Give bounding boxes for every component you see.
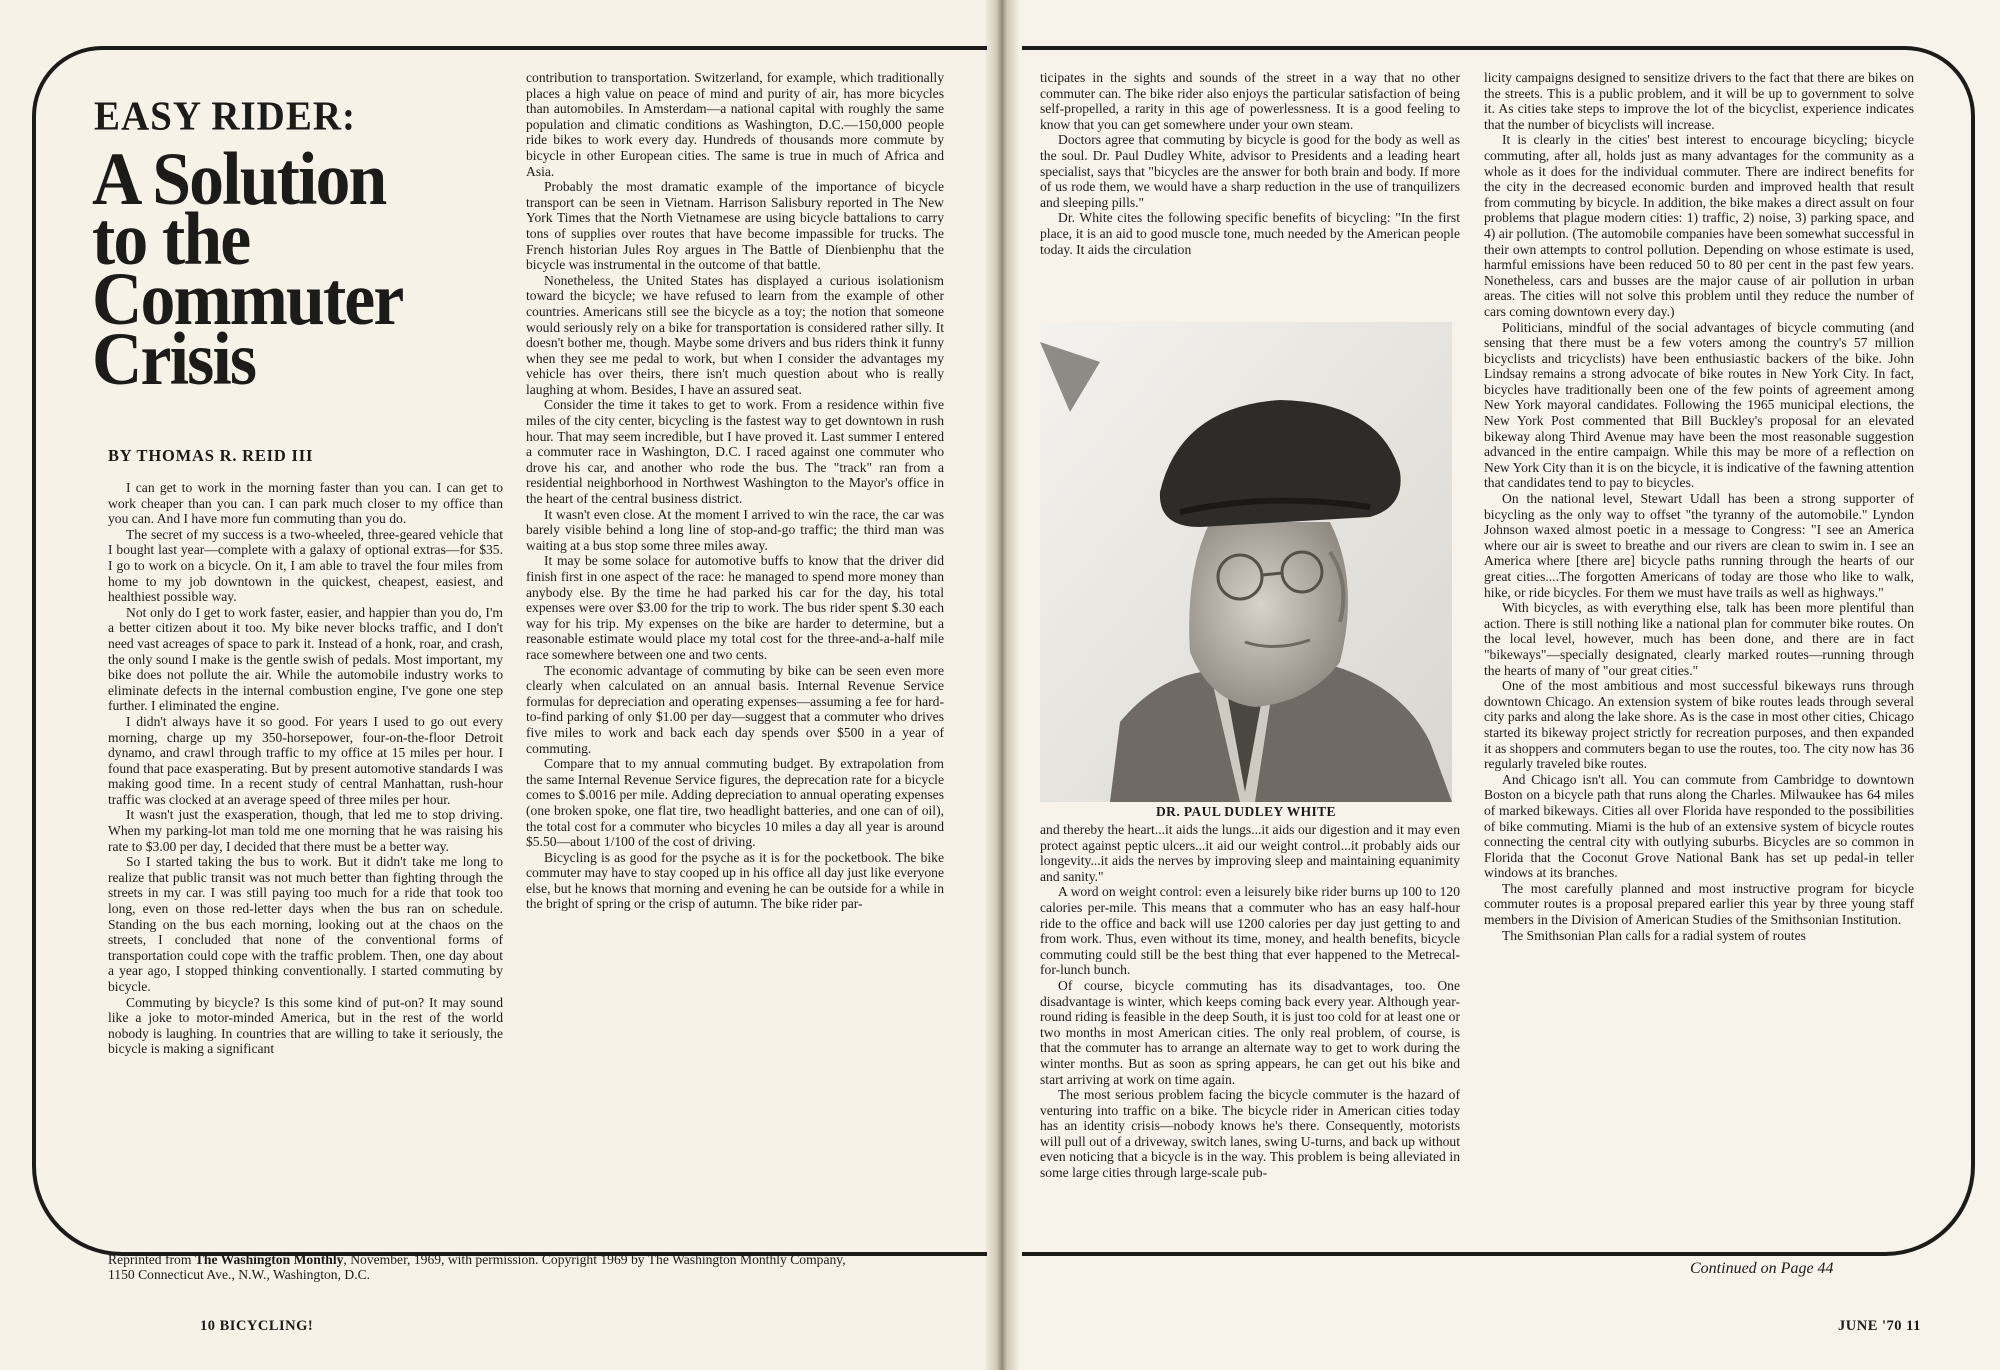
continued-notice: Continued on Page 44 [1690, 1260, 1834, 1277]
portrait-illustration [1040, 322, 1452, 802]
headline [92, 138, 464, 401]
reprint-source: The Washington Monthly [194, 1252, 344, 1267]
paragraph: ticipates in the sights and sounds of the street in a way that no other commuter can. The bike rider also enjoys the particular satisfaction of being self-propelled, a rarity in this age of powerlessness. It is a good feeling to know that you can get somewhere under your own steam. [1040, 70, 1460, 132]
paragraph: It wasn't just the exasperation, though, that led me to stop driving. When my parking-lot man told me one morning that he was raising his rate to $3.00 per day, I decided that there must be a better way. [108, 807, 503, 854]
article-column-3-bottom [1040, 822, 1460, 1254]
paragraph: Not only do I get to work faster, easier, and happier than you do, I'm a better citizen about it too. My bike never blocks traffic, and I don't need vast acreages of space to park it. Instead of a honk, roar, and crash, the only sound I make is the gentle swish of pedals. Most important, my bike does not pollute the air. While the automobile industry works to eliminate defects in the internal combustion engine, I've gone one step further. I eliminated the engine. [108, 604, 503, 714]
reprint-details: , November, 1969, with permission. Copyright 1969 by The Washington Monthly Company, 1150 Connecticut Ave., N.W., Washington, D.C. [108, 1252, 846, 1282]
page-folio-right: JUNE '70 11 [1838, 1318, 1921, 1334]
paragraph: Bicycling is as good for the psyche as it is for the pocketbook. The bike commuter may have to stay cooped up in his office all day just like everyone else, but he knows that morning and evening he can be outside for a while in the bright of spring or the crisp of autumn. The bike rider par- [526, 849, 944, 912]
headline-line: to the [92, 198, 250, 281]
paragraph: I can get to work in the morning faster than you can. I can get to work cheaper than you can. I can park much closer to my office than you can. And I have more fun commuting than you do. [108, 480, 503, 527]
byline: BY THOMAS R. REID III [108, 446, 314, 465]
photo-caption: DR. PAUL DUDLEY WHITE [1156, 804, 1336, 819]
paragraph: contribution to transportation. Switzerland, for example, which traditionally places a high value on peace of mind and purity of air, has more bicycles than automobiles. In Amsterdam—a national capital with roughly the same population and climatic conditions as Washington, D.C.—150,000 people ride bikes to work every day. Hundreds of thousands more commute by bicycle in other European cities. The same is true in much of Africa and Asia. [526, 70, 944, 179]
paragraph: The secret of my success is a two-wheeled, three-geared vehicle that I bought last year—complete with a galaxy of optional extras—for $35. I go to work on a bicycle. On it, I am able to travel the four miles from home to my job downtown in the quickest, cheapest, easiest, and healthiest possible way. [108, 526, 503, 605]
paragraph: Commuting by bicycle? Is this some kind of put-on? It may sound like a joke to motor-minded America, but in the rest of the world nobody is laughing. In countries that are willing to take it seriously, the bicycle is making a significant [108, 994, 503, 1057]
headline-line: Commuter [92, 258, 403, 341]
page-folio-left: 10 BICYCLING! [200, 1318, 314, 1334]
reprint-prefix: Reprinted from [108, 1252, 192, 1267]
headline-line: A Solution [92, 138, 386, 221]
paragraph: And Chicago isn't all. You can commute from Cambridge to downtown Boston on a bicycle path that runs along the Charles. Milwaukee has 64 miles of marked bikeways. Cities all over Florida have responded to the possibilities of bike commuting. Miami is the hub of an extensive system of bicycle routes connecting the central city with outlying suburbs. Bicycles are so common in Florida that the Coconut Grove National Bank has set up pedal-in teller windows at its branches. [1484, 771, 1914, 881]
paragraph: The most carefully planned and most instructive program for bicycle commuter routes is a proposal prepared earlier this year by three young staff members in the Division of American Studies of the Smithsonian Institution. [1484, 880, 1914, 928]
article-column-4 [1484, 70, 1914, 1270]
reprint-notice [108, 1252, 868, 1282]
paragraph: The Smithsonian Plan calls for a radial system of routes [1502, 927, 1806, 943]
article-column-2 [526, 70, 944, 1230]
paragraph: It wasn't even close. At the moment I arrived to win the race, the car was barely visible behind a long line of stop-and-go traffic; the third man was waiting at a bus stop some three miles away. [526, 506, 944, 553]
paragraph: On the national level, Stewart Udall has been a strong supporter of bicycling as the only way to offset "the tyranny of the automobile." Lyndon Johnson waxed almost poetic in a message to Congress: "I see an America where our air is sweet to breathe and our rivers are clean to swim in. I see an America where [there are] bicycle paths running through the hearts of our great cities....The forgotten Americans of today are those who like to walk, hike, or ride bicycles. For them we must have trails as well as highways." [1484, 491, 1914, 600]
paragraph: and thereby the heart...it aids the lungs...it aids our digestion and it may even protect against peptic ulcers...it aid our weight control...it probably aids our longevity...it aids the nerves by improving sleep and maintaining equanimity and sanity." [1040, 822, 1460, 884]
headline-line: Crisis [92, 318, 256, 401]
paragraph: Of course, bicycle commuting has its disadvantages, too. One disadvantage is winter, which keeps coming back every year. Although year-round riding is feasible in the deep South, it is just too cold for at least one or two months in most American cities. The only real problem, of course, is that the commuter has to arrange an alternate way to get to work during the winter months. But as soon as spring appears, he can get out his bike and start arriving at work on time again. [1040, 977, 1460, 1087]
paragraph: Probably the most dramatic example of the importance of bicycle transport can be seen in Vietnam. Harrison Salisbury reported in The New York Times that the North Vietnamese are using bicycle battalions to carry tons of supplies over routes that have become impassible for trucks. The French historian Jules Roy argues in The Battle of Dienbienphu that the bicycle was instrumental in the outcome of that battle. [526, 179, 944, 273]
paragraph: With bicycles, as with everything else, talk has been more plentiful than action. There is still nothing like a national plan for commuter bike routes. On the local level, however, much has been done, and there are in fact "bikeways"—specially designated, clearly marked routes—running through the hearts of many of "our great cities." [1484, 600, 1914, 678]
paragraph: Doctors agree that commuting by bicycle is good for the body as well as the soul. Dr. Paul Dudley White, advisor to Presidents and a leading heart specialist, says that "bicycles are the answer for both brain and body. If more of us rode them, we would have a sharp reduction in the use of tranquilizers and sleeping pills." [1040, 132, 1460, 210]
paragraph: Politicians, mindful of the social advantages of bicycle commuting (and sensing that there must be a few voters among the country's 57 million bicyclists and tricyclists) have been enthusiastic backers of the bike. John Lindsay remains a strong advocate of bike routes in New York City. In fact, bicycles have traditionally been one of the few points of agreement among New York mayoral candidates. Following the 1965 municipal elections, the New York Post commented that Bill Buckley's proposal for an elevated bikeway along Third Avenue may have been the most reasonable suggestion advanced in the entire campaign. While this may be more of a reflection on New York City than it is on the bicycle, it is indicative of the fawning attention that candidates tend to pay to bicycles. [1484, 319, 1914, 491]
paragraph: Dr. White cites the following specific benefits of bicycling: "In the first place, it is an aid to good muscle tone, much needed by the American people today. It aids the circulation [1040, 210, 1460, 257]
portrait-photo [1040, 322, 1452, 802]
paragraph: The economic advantage of commuting by bike can be seen even more clearly when calculated on an annual basis. Internal Revenue Service formulas for depreciation and operating expenses—assuming a fee for hard-to-find parking of only $1.00 per day—suggest that a commuter who drives five miles to work and back each day spends over $500 in a year of commuting. [526, 662, 944, 756]
kicker-title: EASY RIDER: [94, 93, 357, 140]
paragraph: One of the most ambitious and most successful bikeways runs through downtown Chicago. An extension system of bike routes leads through several city parks and along the lake shore. As is the case in most other cities, Chicago started its bikeway project strictly for recreation purposes, and then expanded it as shoppers and commuters began to use the routes, too. The city now has 36 regularly traveled bike routes. [1484, 678, 1914, 772]
paragraph: It may be some solace for automotive buffs to know that the driver did finish first in one aspect of the race: he managed to spend more money than anybody else. By the time he had parked his car for the day, his total expenses were over $3.00 for the trip to work. The bus rider spent $.30 each way for his trip. My expenses on the bike are harder to determine, but a reasonable estimate would place my total cost for the three-and-a-half mile race somewhere between one and two cents. [526, 553, 944, 662]
paragraph: licity campaigns designed to sensitize drivers to the fact that there are bikes on the streets. This is a public problem, and it will be up to government to solve it. As cities take steps to improve the lot of the bicyclist, experience indicates that the number of bicyclists will increase. [1484, 70, 1914, 132]
paragraph: Nonetheless, the United States has displayed a curious isolationism toward the bicycle; we have refused to learn from the example of other countries. Americans still see the bicycle as a toy; the notion that someone would seriously rely on a bike for transportation is considered rather silly. It doesn't bother me, though. Maybe some drivers and bus riders think it funny when they see me pedal to work, but when I consider the advantages my vehicle has over theirs, there isn't much question about who is really laughing at whom. Besides, I have an assured seat. [526, 272, 944, 397]
article-column-1 [108, 480, 503, 1232]
paragraph: It is clearly in the cities' best interest to encourage bicycling; bicycle commuting, after all, holds just as many advantages for the community as a whole as it does for the individual commuter. There are indirect benefits for the city in the decreased economic burden and improved health that result from commuting by bicycle. In addition, the bike makes a direct assult on four problems that plague modern cities: 1) traffic, 2) noise, 3) parking space, and 4) air pollution. (The automobile companies have been somewhat successful in their own attempts to control pollution. Depending on whose estimate is used, harmful emissions have been reduced 50 to 80 per cent in the past few years. Nonetheless, cars and busses are the major cause of air pollution in urban areas. The cities will not solve this problem until they reduce the number of cars coming downtown every day.) [1484, 132, 1914, 319]
article-column-3-top [1040, 70, 1460, 314]
paragraph: So I started taking the bus to work. But it didn't take me long to realize that public transit was not much better than fighting through the streets in my car. I was still paying too much for a ride that took too long, even on those red-letter days when the bus ran on schedule. Standing on the bus each morning, looking out at the chaos on the streets, I concluded that none of the conventional forms of transportation could cope with the traffic problem. Then, one day about a year ago, I stopped thinking conventionally. I started commuting by bicycle. [108, 854, 503, 994]
paragraph: Consider the time it takes to get to work. From a residence within five miles of the city center, bicycling is the fastest way to get downtown in rush hour. That may seem incredible, but I have proved it. Last summer I entered a commuter race in Washington, D.C. I raced against one commuter who drove his car, and another who rode the bus. The "track" ran from a residential neighborhood in Northwest Washington to the Mayor's office in the heart of the central business district. [526, 397, 944, 507]
paragraph: I didn't always have it so good. For years I used to go out every morning, charge up my 350-horsepower, four-on-the-floor Detroit dynamo, and crawl through traffic to my office at 15 miles per hour. I found that pace exasperating. But by present automotive standards I was making good time. In a recent study of central Manhattan, rush-hour traffic was clocked at an average speed of three miles per hour. [108, 713, 503, 807]
paragraph: The most serious problem facing the bicycle commuter is the hazard of venturing into traffic on a bike. The bicycle rider in American cities today has an identity crisis—nobody knows he's there. Consequently, motorists will pull out of a driveway, switch lanes, swing U-turns, and back up without even noticing that a bicycle is in the way. This problem is being alleviated in some large cities through large-scale pub- [1040, 1087, 1460, 1181]
paragraph: Compare that to my annual commuting budget. By extrapolation from the same Internal Revenue Service figures, the deprecation rate for a bicycle comes to $.0016 per mile. Adding depreciation to annual operating expenses (one broken spoke, one flat tire, two headlight batteries, and one can of oil), the total cost for a commuter who bicycles 10 miles a day all year is around $5.50—about 1/100 of the cost of driving. [526, 756, 944, 850]
page-gutter [985, 0, 1019, 1370]
paragraph: A word on weight control: even a leisurely bike rider burns up 100 to 120 calories per-mile. This means that a commuter who has an easy half-hour ride to the office and back will use 1200 calories per day just getting to and from work. Thus, even without its time, money, and health benefits, bicycle commuting could still be the best thing that ever happened to the Metrecal-for-lunch bunch. [1040, 884, 1460, 978]
